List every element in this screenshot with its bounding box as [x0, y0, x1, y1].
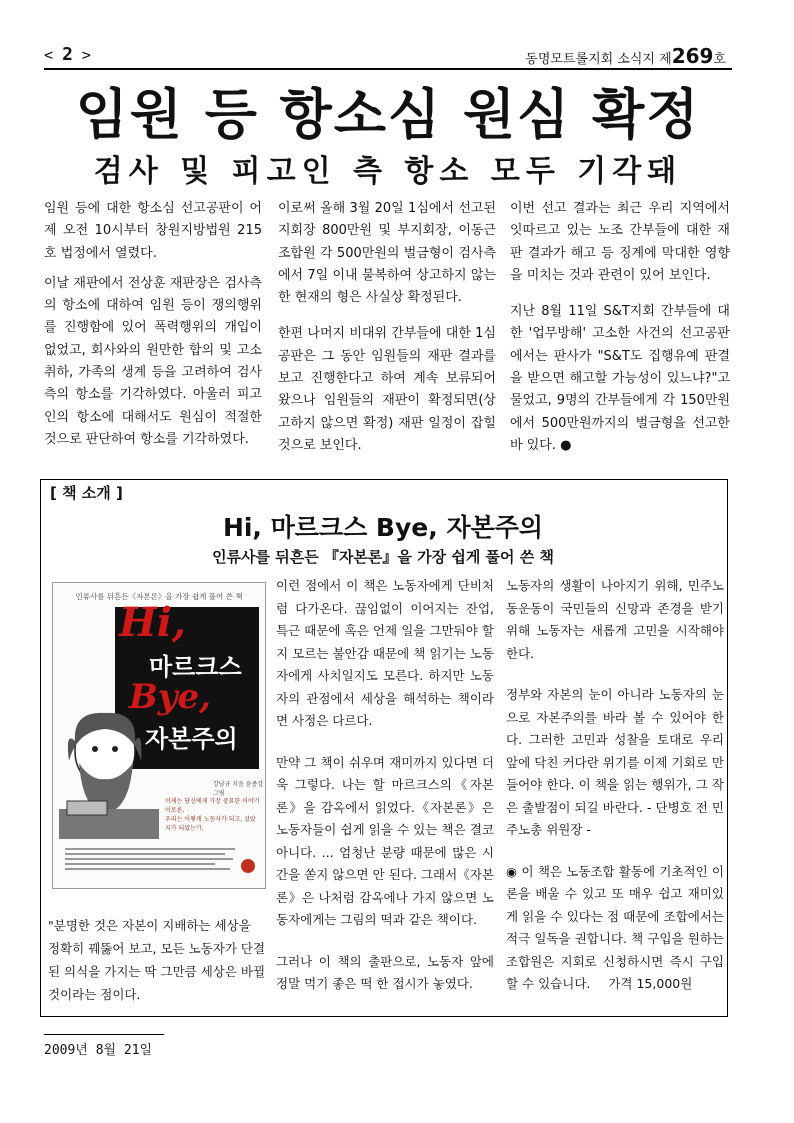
cover-capitalism: 자본주의: [145, 725, 238, 753]
paragraph: 지난 8월 11일 S&T지회 간부들에 대한 '업무방해' 고소한 사건의 선고공판에서는 판사가 "S&T도 집행유예 판결을 받으면 해고할 가능성이 있느냐?"고 물었고, 9명의 간부들에게 각 150만원에서 500만원까지의 벌금형을 선고한 바 있다. ●: [510, 304, 730, 453]
article-column-3: [510, 198, 730, 465]
cover-back-text: [65, 845, 235, 873]
cover-marx: 마르크스: [149, 653, 242, 681]
issue-suffix: 호: [713, 52, 726, 67]
paragraph: 만약 그 책이 쉬우며 재미까지 있다면 더욱 그렇다. 나는 할 마르크스의《자본론》을 감옥에서 읽었다.《자본론》은 노동자들이 쉽게 읽을 수 있는 책은 결코 아니다. ... 엄청난 분량 때문에 많은 시간을 쏟지 않으면 안 된다. 그래서《자본론》은 나처럼 감옥에나 가지 않으면 노동자에게는 그림의 떡과 같은 책이다.: [276, 754, 494, 927]
paragraph: 이로써 올해 3월 20일 1심에서 선고된 지회장 800만원 및 부지회장, 이동근 조합원 각 500만원의 벌금형이 검사측에서 7일 이내 불복하여 상고하지 않는 한 현재의 형은 사실상 확정된다.: [278, 201, 496, 306]
book-price: 가격 15,000원: [608, 976, 693, 991]
issue-number: 269: [671, 44, 714, 68]
article-column-1: [44, 198, 262, 459]
cover-blurb: [165, 797, 261, 833]
page-number: [44, 44, 91, 65]
paragraph: 이런 점에서 이 책은 노동자에게 단비처럼 다가온다. 끊임없이 이어지는 잔업, 특근 때문에 혹은 언제 일을 그만둬야 할지 모르는 불안감 때문에 책 읽기는 노동자에게 사치일지도 모른다. 하지만 노동자의 관점에서 세상을 해석하는 책이라면 사정은 다르다.: [276, 578, 494, 728]
cover-top-line: 인류사를 뒤흔든《자본론》을 가장 쉽게 풀어 쓴 책: [75, 592, 243, 601]
marx-illustration-icon: [53, 701, 163, 841]
book-title: Hi, 마르크스 Bye, 자본주의: [222, 513, 544, 542]
book-column-3: [506, 575, 724, 996]
header-rule: [44, 68, 732, 70]
book-subtitle: 인류사를 뒤흔든 『자본론』을 가장 쉽게 풀어 쓴 책: [212, 548, 554, 566]
publisher-logo-icon: [241, 859, 255, 873]
book-cover-image: [52, 582, 266, 889]
paragraph: 한편 나머지 비대위 간부들에 대한 1심 공판은 그 동안 임원들의 재판 결과를 보고 진행한다고 하여 계속 보류되어 왔으나 임원들의 재판이 확정되면(상고하지 않으면 확정) 재판 일정이 잡힐 것으로 보인다.: [278, 326, 496, 453]
paragraph: 정부와 자본의 눈이 아니라 노동자의 눈으로 자본주의를 바라 볼 수 있어야 한다. 그러한 고민과 성찰을 토대로 우리 앞에 닥친 커다란 위기를 이제 기회로 만들어야 한다. 이 책을 읽는 행위가, 그 작은 출발점이 되길 바란다. - 단병호 전 민주노총 위원장 -: [506, 687, 724, 837]
book-quote: "분명한 것은 자본이 지배하는 세상을 정확히 꿰뚫어 보고, 모든 노동자가 단결된 의식을 가지는 딱 그만큼 세상은 바뀔 것이라는 점이다.: [48, 918, 266, 1002]
cover-authors: 강남규 지음 윤종강 그림: [213, 781, 264, 797]
paragraph: 이번 선고 결과는 최근 우리 지역에서 잇따르고 있는 노조 간부들에 대한 재판 결과가 해고 등 징계에 막대한 영향을 미치는 것과 관련이 있어 보인다.: [510, 201, 730, 283]
page-prefix: <: [44, 46, 63, 64]
cover-blurb-line: 이제는 당신에게 가장 중요한 이야기 이로론,: [165, 798, 260, 814]
issue-date: 2009년 8월 21일: [44, 1043, 153, 1058]
article-column-2: [278, 198, 496, 465]
headline: 임원 등 항소심 원심 확정: [75, 83, 701, 146]
page-suffix: >: [72, 46, 91, 64]
footer-rule: [44, 1034, 164, 1035]
page-number-value: 2: [62, 44, 73, 65]
subheadline: 검사 및 피고인 측 항소 모두 기각돼: [93, 154, 683, 189]
cover-bye: Bye,: [129, 677, 211, 717]
cover-hi: Hi,: [119, 599, 186, 646]
paragraph: 이날 재판에서 전상훈 재판장은 검사측의 항소에 대하여 임원 등이 쟁의행위를 진행함에 있어 폭력행위의 개입이 없었고, 회사와의 원만한 합의 및 고소취하, 가족의 생계 등을 고려하여 검사측의 항소를 기각하였다. 아울러 피고인의 항소에 대해서도 원심이 적절한 것으로 판단하여 항소를 기각하였다.: [44, 275, 262, 447]
recommendation: [506, 861, 724, 996]
section-tag: [ 책 소개 ]: [50, 484, 123, 502]
paragraph: 노동자의 생활이 나아지기 위해, 민주노동운동이 국민들의 신망과 존경을 받기 위해 노동자는 새롭게 고민을 시작해야 한다.: [506, 578, 724, 661]
newsletter-masthead: [525, 44, 726, 68]
cover-blurb-line: 우리는 어떻게 노동자가 되고, 살았지가 되었는가.: [165, 816, 256, 832]
paragraph: 그러나 이 책의 출판으로, 노동자 앞에 정말 먹기 좋은 떡 한 접시가 놓였다.: [276, 953, 494, 991]
recommendation-text: ◉ 이 책은 노동조합 활동에 기초적인 이론을 배울 수 있고 또 매우 쉽고 재미있게 읽을 수 있다는 점 때문에 조합에서는 적극 일독을 권합니다. 책 구입을 원하는 조합원은 지회로 신청하시면 즉시 구입할 수 있습니다.: [506, 863, 724, 991]
paragraph: 임원 등에 대한 항소심 선고공판이 어제 오전 10시부터 창원지방법원 215호 법정에서 열렸다.: [44, 201, 262, 261]
newsletter-name: 동명모트롤지회 소식지 제: [525, 52, 672, 67]
book-column-2: [276, 575, 494, 1015]
